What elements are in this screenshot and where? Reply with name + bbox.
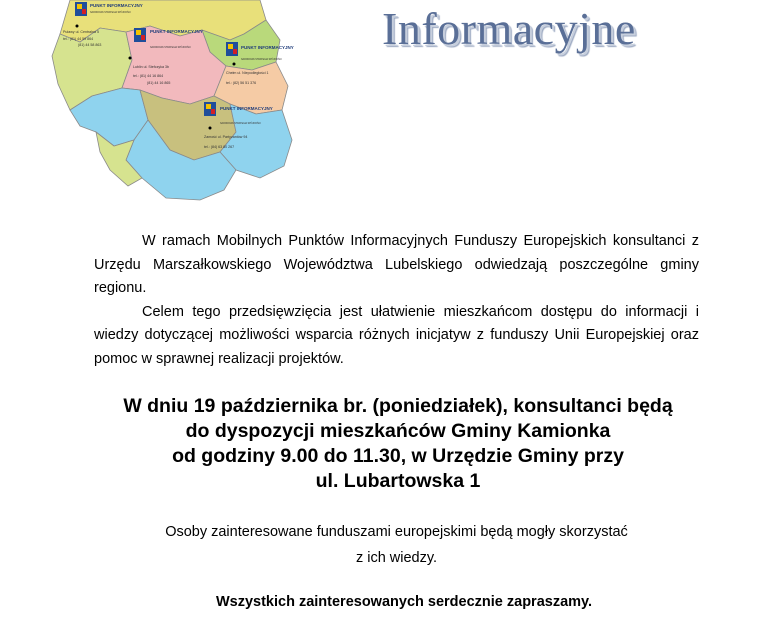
announcement-line: W dniu 19 października br. (poniedziałek), konsultanci będą xyxy=(123,395,673,417)
info-point-heading: PUNKT INFORMACYJNY xyxy=(150,29,203,34)
info-point-phone: tel.: (82) 56 51 376 xyxy=(226,81,257,85)
info-point-subheading: NARODOWA STRATEGIA SPÓJNOŚCI xyxy=(220,123,261,125)
info-point-phone2: (81) 44 16 865 xyxy=(147,81,171,85)
announcement-line: do dyspozycji mieszkańców Gminy Kamionka xyxy=(185,420,611,442)
announcement-line: ul. Lubartowska 1 xyxy=(315,470,481,492)
info-point-phone: tel.: (84) 63 80 267 xyxy=(204,145,235,149)
region-map xyxy=(30,0,310,205)
intro-text xyxy=(94,230,699,371)
info-point-phone: tel.: (81) 44 16 864 xyxy=(133,74,164,78)
info-point-subheading: NARODOWA STRATEGIA SPÓJNOŚCI xyxy=(241,59,282,61)
note-line: Osoby zainteresowane funduszami europejskimi będą mogły skorzystać xyxy=(165,524,628,540)
info-point-phone: tel.: (81) 44 59 864 xyxy=(63,37,94,41)
info-point-address: Lublin ul. Stefczyka 3b xyxy=(133,65,169,69)
location-marker-icon xyxy=(129,57,132,60)
purpose-paragraph: Celem tego przedsięwzięcia jest ułatwienie mieszkańcom dostępu do informacji i wiedzy dotyczącej możliwości wsparcia różnych inicjatyw z funduszy Unii Europejskiej oraz pomoc w sprawnej realizacji projektów. xyxy=(94,303,699,367)
info-point-subheading: NARODOWA STRATEGIA SPÓJNOŚCI xyxy=(90,12,131,14)
info-point-heading: PUNKT INFORMACYJNY xyxy=(90,3,143,8)
info-point-address: Zamość ul. Partyzantów 94 xyxy=(204,135,248,139)
location-marker-icon xyxy=(76,25,79,28)
location-marker-icon xyxy=(209,127,212,130)
announcement-line: od godziny 9.00 do 11.30, w Urzędzie Gminy przy xyxy=(172,445,624,467)
info-point-heading: PUNKT INFORMACYJNY xyxy=(241,45,294,50)
intro-paragraph: W ramach Mobilnych Punktów Informacyjnych Funduszy Europejskich konsultanci z Urzędu Marszałkowskiego Województwa Lubelskiego odwiedzają poszczególne gminy regionu. xyxy=(94,233,699,296)
info-point-address: Chełm ul. Niepodległości 1 xyxy=(226,71,269,75)
info-point-address: Puławy ul. Centralna 5 xyxy=(63,30,99,34)
location-marker-icon xyxy=(233,63,236,66)
page-title: Informacyjne xyxy=(382,3,636,54)
info-point-heading: PUNKT INFORMACYJNY xyxy=(220,106,273,111)
visit-announcement xyxy=(60,394,736,494)
note-line: z ich wiedzy. xyxy=(355,550,438,566)
info-point-phone2: (81) 44 58 863 xyxy=(78,43,102,47)
closing-invitation: Wszystkich zainteresowanych serdecznie zapraszamy. xyxy=(215,594,593,610)
info-note xyxy=(94,519,699,571)
info-point-subheading: NARODOWA STRATEGIA SPÓJNOŚCI xyxy=(150,47,191,49)
